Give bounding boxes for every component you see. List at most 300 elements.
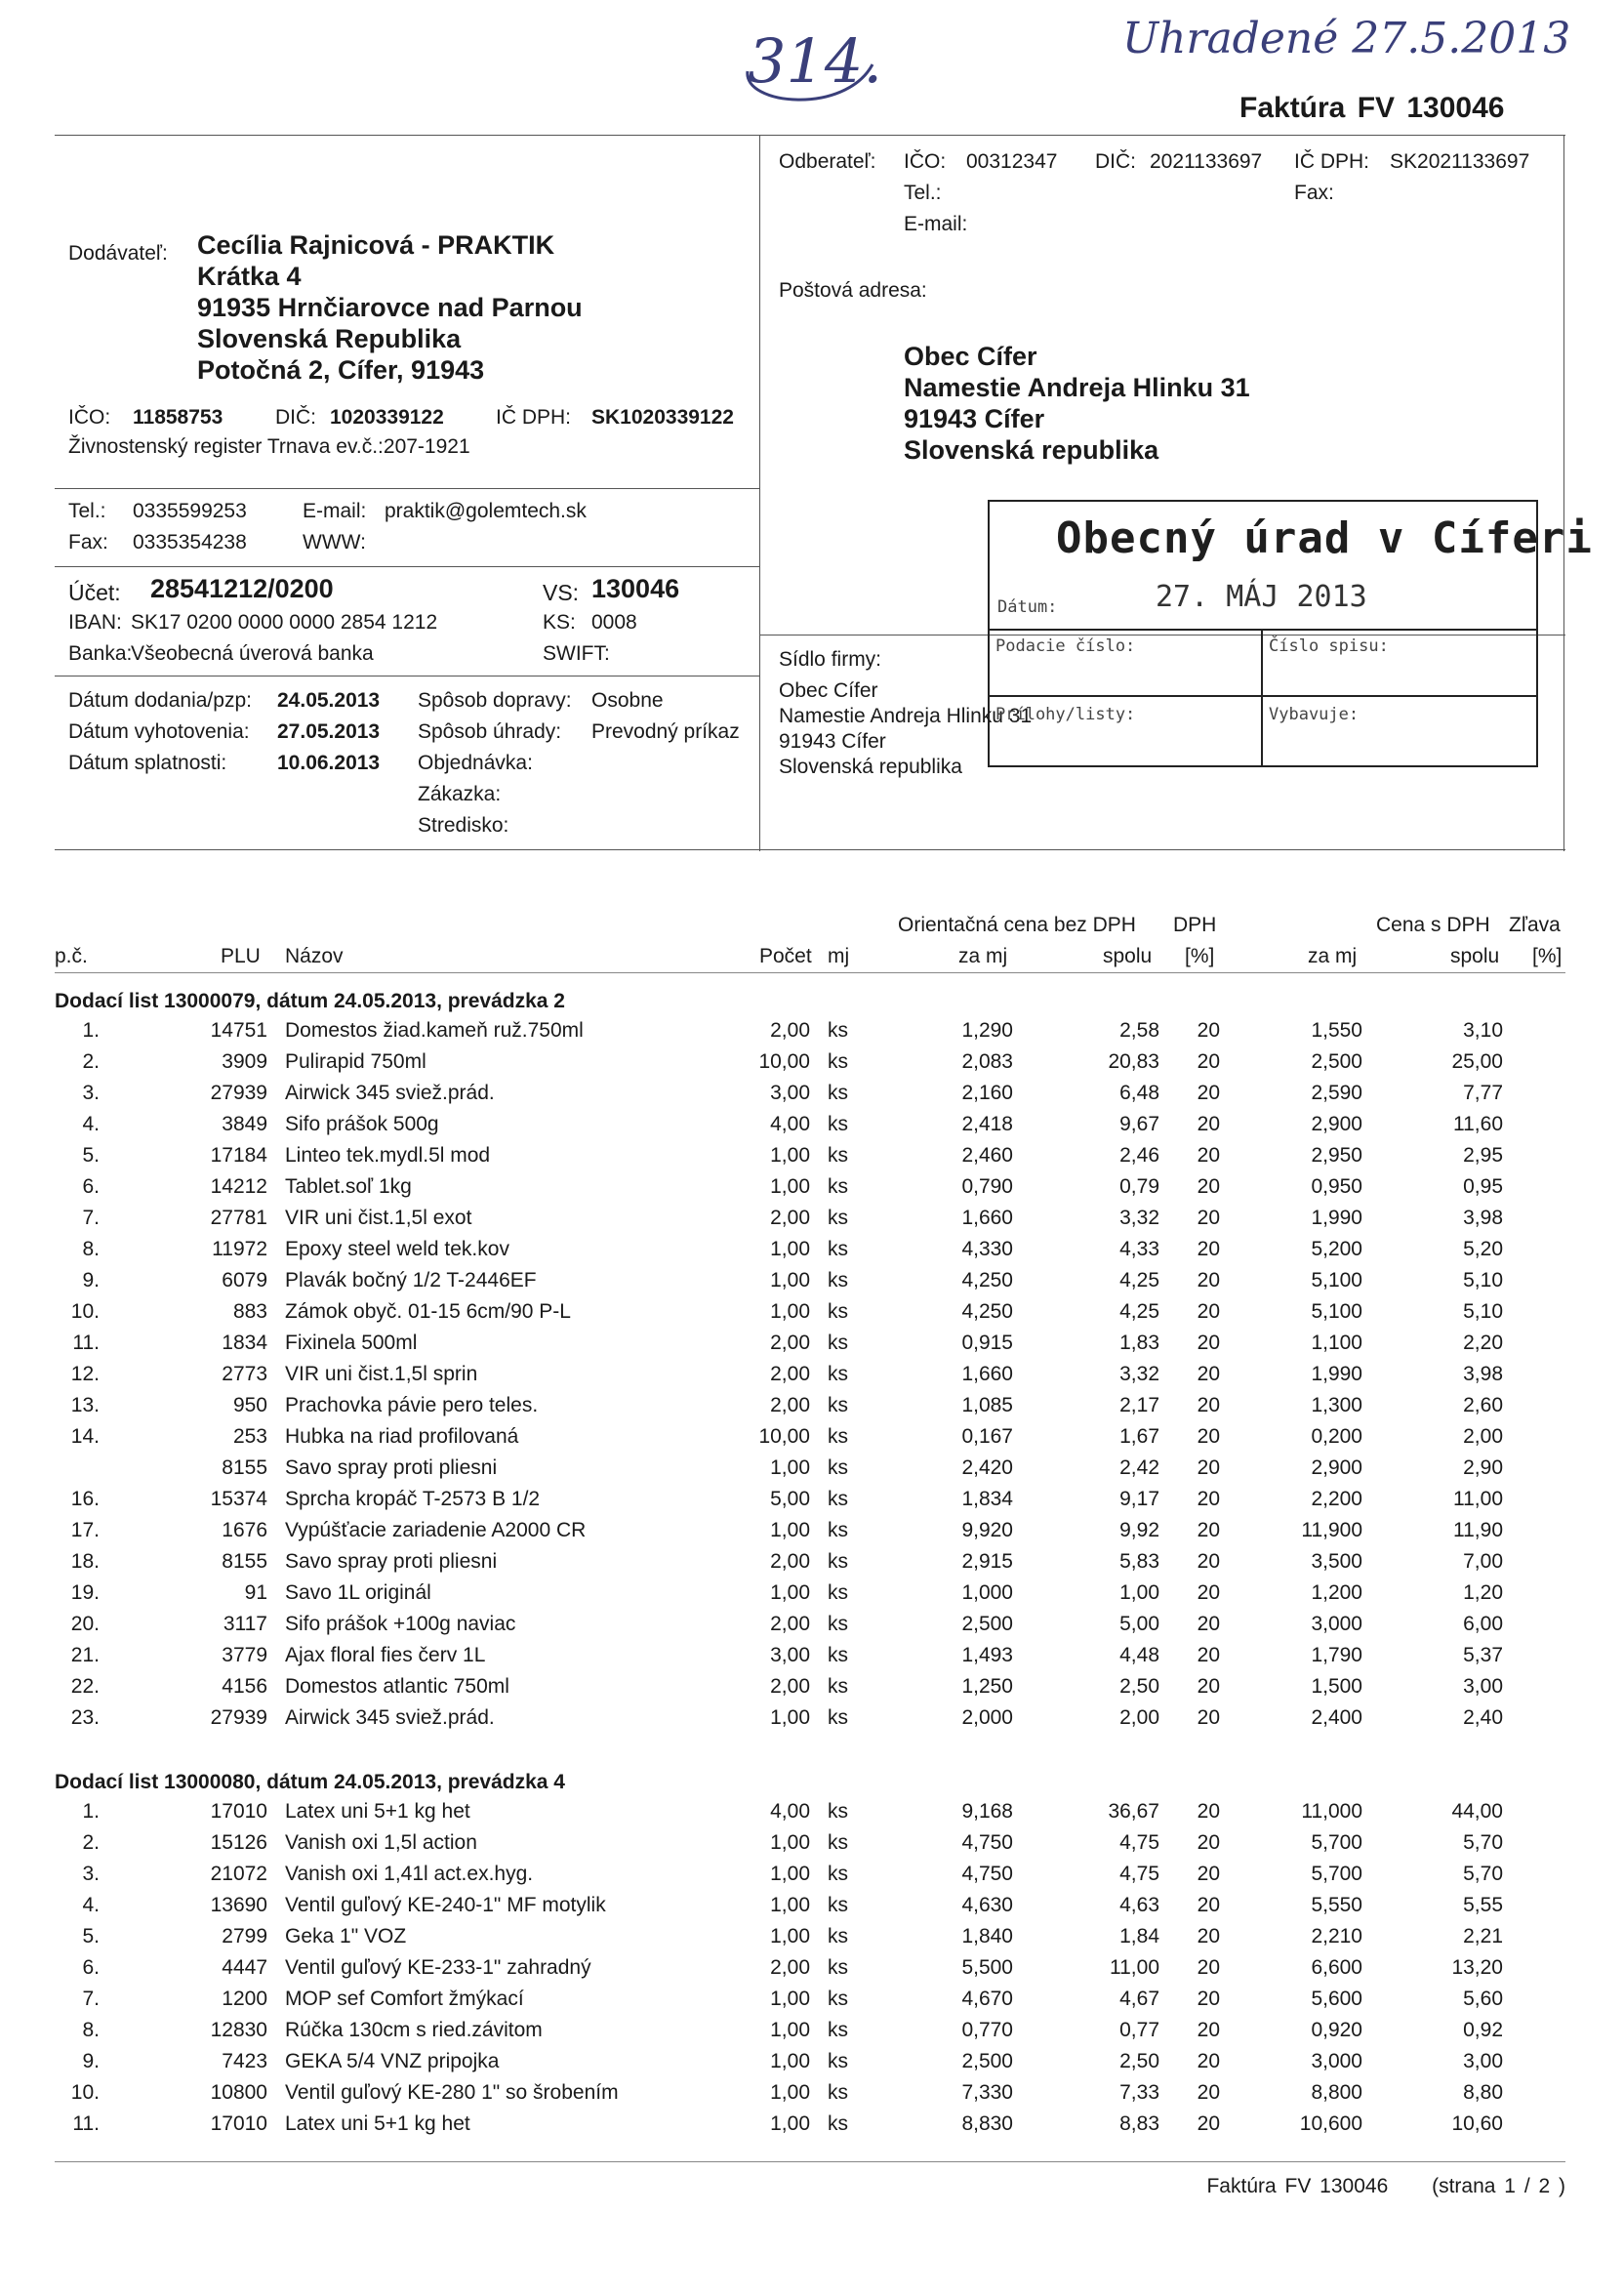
quantity: 1,00 xyxy=(770,1269,810,1292)
item-name: Fixinela 500ml xyxy=(285,1332,418,1354)
line-total-with-vat: 2,90 xyxy=(1463,1456,1503,1479)
vat-rate: 20 xyxy=(1197,1519,1220,1541)
plu: 3779 xyxy=(222,1644,267,1666)
unit: ks xyxy=(828,1675,848,1698)
unit-price-with-vat: 2,200 xyxy=(1311,1488,1362,1510)
unit: ks xyxy=(828,1144,848,1167)
col-discount-pct: [%] xyxy=(1532,945,1563,967)
line-total-with-vat: 5,60 xyxy=(1463,1988,1503,2010)
customer-fax-label: Fax: xyxy=(1294,182,1334,204)
plu: 8155 xyxy=(222,1550,267,1573)
line-total: 9,92 xyxy=(1119,1519,1159,1541)
row-number: 2. xyxy=(82,1050,100,1073)
unit-price: 2,500 xyxy=(961,2050,1013,2072)
supplier-icdph: SK1020339122 xyxy=(591,406,734,429)
row-number: 17. xyxy=(70,1519,100,1541)
vat-rate: 20 xyxy=(1197,1332,1220,1354)
unit: ks xyxy=(828,1925,848,1948)
plu: 15126 xyxy=(210,1831,267,1854)
plu: 27939 xyxy=(210,1082,267,1104)
handwritten-number-text: 314. xyxy=(748,25,883,97)
seat-city: 91943 Cífer xyxy=(779,730,886,753)
plu: 950 xyxy=(232,1394,267,1416)
customer-icdph-label: IČ DPH: xyxy=(1294,150,1370,173)
iban-label: IBAN: xyxy=(68,611,122,634)
vat-rate: 20 xyxy=(1197,1113,1220,1135)
item-name: Domestos žiad.kameň ruž.750ml xyxy=(285,1019,584,1042)
due-date: 10.06.2013 xyxy=(277,752,381,774)
line-total: 4,25 xyxy=(1119,1300,1159,1323)
quantity: 10,00 xyxy=(758,1050,810,1073)
unit-price: 4,250 xyxy=(961,1300,1013,1323)
table-row xyxy=(0,1894,1624,1925)
table-row xyxy=(0,1019,1624,1050)
customer-dic-label: DIČ: xyxy=(1095,150,1136,173)
unit: ks xyxy=(828,1800,848,1823)
line-total: 1,84 xyxy=(1119,1925,1159,1948)
row-number: 9. xyxy=(82,1269,100,1292)
table-row xyxy=(0,1675,1624,1706)
line-total-with-vat: 5,70 xyxy=(1463,1863,1503,1885)
transport-value: Osobne xyxy=(591,689,664,712)
vs-label: VS: xyxy=(543,580,580,605)
email-value: praktik@golemtech.sk xyxy=(385,500,587,522)
row-number: 8. xyxy=(82,2019,100,2041)
quantity: 2,00 xyxy=(770,1363,810,1385)
line-total-with-vat: 2,20 xyxy=(1463,1332,1503,1354)
quantity: 1,00 xyxy=(770,2019,810,2041)
item-name: Tablet.soľ 1kg xyxy=(285,1175,412,1198)
center-label: Stredisko: xyxy=(418,814,509,837)
item-name: Airwick 345 sviež.prád. xyxy=(285,1706,495,1729)
unit-price: 1,000 xyxy=(961,1581,1013,1604)
payment-label: Spôsob úhrady: xyxy=(418,720,562,743)
unit-price: 1,660 xyxy=(961,1207,1013,1229)
table-row xyxy=(0,2019,1624,2050)
unit: ks xyxy=(828,1113,848,1135)
unit-price-with-vat: 10,600 xyxy=(1299,2112,1362,2135)
quantity: 4,00 xyxy=(770,1800,810,1823)
plu: 91 xyxy=(244,1581,267,1604)
row-number: 20. xyxy=(70,1613,100,1635)
vat-rate: 20 xyxy=(1197,1363,1220,1385)
unit: ks xyxy=(828,1300,848,1323)
line-total: 9,67 xyxy=(1119,1113,1159,1135)
row-number: 4. xyxy=(82,1113,100,1135)
seat-label: Sídlo firmy: xyxy=(779,648,882,671)
plu: 7423 xyxy=(222,2050,267,2072)
plu: 15374 xyxy=(210,1488,267,1510)
quantity: 2,00 xyxy=(770,1675,810,1698)
table-row xyxy=(0,1456,1624,1488)
unit-price-with-vat: 1,300 xyxy=(1311,1394,1362,1416)
line-total-with-vat: 0,92 xyxy=(1463,2019,1503,2041)
unit-price-with-vat: 1,500 xyxy=(1311,1675,1362,1698)
line-total-with-vat: 5,37 xyxy=(1463,1644,1503,1666)
unit-price: 0,167 xyxy=(961,1425,1013,1448)
vat-rate: 20 xyxy=(1197,1082,1220,1104)
footer-page: (strana 1 / 2 ) xyxy=(1432,2175,1565,2197)
line-total: 20,83 xyxy=(1108,1050,1159,1073)
unit-price: 1,085 xyxy=(961,1394,1013,1416)
vat-rate: 20 xyxy=(1197,1394,1220,1416)
table-row xyxy=(0,1363,1624,1394)
unit: ks xyxy=(828,1394,848,1416)
line-total: 3,32 xyxy=(1119,1207,1159,1229)
customer-country: Slovenská republika xyxy=(904,435,1159,465)
unit: ks xyxy=(828,1332,848,1354)
plu: 27781 xyxy=(210,1207,267,1229)
quantity: 3,00 xyxy=(770,1644,810,1666)
unit: ks xyxy=(828,1644,848,1666)
item-name: Epoxy steel weld tek.kov xyxy=(285,1238,509,1260)
line-total: 4,67 xyxy=(1119,1988,1159,2010)
quantity: 5,00 xyxy=(770,1488,810,1510)
line-total: 5,00 xyxy=(1119,1613,1159,1635)
quantity: 2,00 xyxy=(770,1613,810,1635)
supplier-street: Krátka 4 xyxy=(197,262,302,291)
row-number: 21. xyxy=(70,1644,100,1666)
bank-rule xyxy=(55,566,759,567)
table-row xyxy=(0,1113,1624,1144)
unit: ks xyxy=(828,1175,848,1198)
supplier-city: 91935 Hrnčiarovce nad Parnou xyxy=(197,293,583,322)
customer-ico-label: IČO: xyxy=(904,150,947,173)
line-total-with-vat: 3,98 xyxy=(1463,1363,1503,1385)
unit: ks xyxy=(828,1488,848,1510)
unit: ks xyxy=(828,2081,848,2104)
unit-price: 9,168 xyxy=(961,1800,1013,1823)
row-number: 7. xyxy=(82,1988,100,2010)
line-total: 8,83 xyxy=(1119,2112,1159,2135)
quantity: 1,00 xyxy=(770,1581,810,1604)
plu: 3909 xyxy=(222,1050,267,1073)
item-name: Sifo prášok 500g xyxy=(285,1113,439,1135)
unit-price: 0,790 xyxy=(961,1175,1013,1198)
plu: 3117 xyxy=(223,1613,267,1635)
plu: 21072 xyxy=(210,1863,267,1885)
unit: ks xyxy=(828,1956,848,1979)
item-name: Ventil guľový KE-280 1" so šrobením xyxy=(285,2081,619,2104)
quantity: 1,00 xyxy=(770,1863,810,1885)
vat-rate: 20 xyxy=(1197,1456,1220,1479)
payment-value: Prevodný príkaz xyxy=(591,720,740,743)
customer-email-label: E-mail: xyxy=(904,213,968,235)
row-number: 8. xyxy=(82,1238,100,1260)
handwritten-number xyxy=(728,18,884,115)
item-name: Ventil guľový KE-240-1" MF motylik xyxy=(285,1894,606,1916)
vat-rate: 20 xyxy=(1197,1831,1220,1854)
unit-price: 4,250 xyxy=(961,1269,1013,1292)
unit: ks xyxy=(828,1019,848,1042)
unit-price-with-vat: 5,700 xyxy=(1311,1831,1362,1854)
unit-price-with-vat: 1,990 xyxy=(1311,1207,1362,1229)
item-name: Zámok obyč. 01-15 6cm/90 P-L xyxy=(285,1300,571,1323)
plu: 4156 xyxy=(222,1675,267,1698)
line-total-with-vat: 5,20 xyxy=(1463,1238,1503,1260)
unit-price: 2,420 xyxy=(961,1456,1013,1479)
quantity: 1,00 xyxy=(770,1519,810,1541)
table-row xyxy=(0,1988,1624,2019)
plu: 883 xyxy=(232,1300,267,1323)
swift-label: SWIFT: xyxy=(543,642,610,665)
unit-price: 1,250 xyxy=(961,1675,1013,1698)
item-name: VIR uni čist.1,5l exot xyxy=(285,1207,472,1229)
quantity: 2,00 xyxy=(770,1550,810,1573)
item-name: Vanish oxi 1,5l action xyxy=(285,1831,477,1854)
tel-label: Tel.: xyxy=(68,500,106,522)
item-name: MOP sef Comfort žmýkací xyxy=(285,1988,524,2010)
unit-price-with-vat: 11,900 xyxy=(1301,1519,1362,1541)
vat-rate: 20 xyxy=(1197,1644,1220,1666)
unit-price-with-vat: 1,550 xyxy=(1311,1019,1362,1042)
unit: ks xyxy=(828,1706,848,1729)
vat-rate: 20 xyxy=(1197,2081,1220,2104)
unit-price-with-vat: 2,500 xyxy=(1311,1050,1362,1073)
col-unit: mj xyxy=(828,945,850,967)
quantity: 2,00 xyxy=(770,1394,810,1416)
plu: 12830 xyxy=(210,2019,267,2041)
vat-rate: 20 xyxy=(1197,1956,1220,1979)
unit-price: 1,840 xyxy=(961,1925,1013,1948)
unit: ks xyxy=(828,2050,848,2072)
table-row xyxy=(0,1050,1624,1082)
row-number: 22. xyxy=(70,1675,100,1698)
stamp-attachments-label: Prílohy/listy: xyxy=(995,705,1136,724)
ks-value: 0008 xyxy=(591,611,637,634)
unit-price: 4,750 xyxy=(961,1863,1013,1885)
bank-name: Všeobecná úverová banka xyxy=(131,642,374,665)
vat-rate: 20 xyxy=(1197,2019,1220,2041)
table-row xyxy=(0,2081,1624,2112)
table-row xyxy=(0,2112,1624,2144)
line-total: 2,50 xyxy=(1119,2050,1159,2072)
ks-label: KS: xyxy=(543,611,576,634)
item-name: Ajax floral fies červ 1L xyxy=(285,1644,486,1666)
vs-value: 130046 xyxy=(591,574,680,603)
col-pc: p.č. xyxy=(55,945,88,967)
quantity: 1,00 xyxy=(770,1831,810,1854)
row-number: 16. xyxy=(70,1488,100,1510)
quantity: 1,00 xyxy=(770,1988,810,2010)
unit-price: 4,750 xyxy=(961,1831,1013,1854)
header-orient-price: Orientačná cena bez DPH xyxy=(898,914,1136,936)
line-total: 2,00 xyxy=(1119,1706,1159,1729)
line-total-with-vat: 3,10 xyxy=(1463,1019,1503,1042)
line-total: 1,00 xyxy=(1119,1581,1159,1604)
vat-rate: 20 xyxy=(1197,1581,1220,1604)
stamp-filing-number-label: Podacie číslo: xyxy=(995,636,1136,656)
quantity: 1,00 xyxy=(770,1175,810,1198)
row-number: 10. xyxy=(70,1300,100,1323)
line-total-with-vat: 5,70 xyxy=(1463,1831,1503,1854)
seat-street: Namestie Andreja Hlinku 31 xyxy=(779,705,1033,727)
supplier-register: Živnostenský register Trnava ev.č.:207-1921 xyxy=(68,435,470,458)
line-total-with-vat: 7,77 xyxy=(1463,1082,1503,1104)
unit-price: 0,915 xyxy=(961,1332,1013,1354)
unit-price-with-vat: 1,790 xyxy=(1311,1644,1362,1666)
table-row xyxy=(0,1956,1624,1988)
line-total-with-vat: 5,10 xyxy=(1463,1269,1503,1292)
line-total: 2,17 xyxy=(1119,1394,1159,1416)
quantity: 1,00 xyxy=(770,1300,810,1323)
table-row xyxy=(0,1800,1624,1831)
col-vat-pct: [%] xyxy=(1185,945,1215,967)
issue-date-label: Dátum vyhotovenia: xyxy=(68,720,250,743)
row-number: 6. xyxy=(82,1956,100,1979)
unit: ks xyxy=(828,1363,848,1385)
unit-price: 1,660 xyxy=(961,1363,1013,1385)
header-right-rule xyxy=(1563,135,1564,851)
customer-street: Namestie Andreja Hlinku 31 xyxy=(904,373,1250,402)
unit-price-with-vat: 6,600 xyxy=(1311,1956,1362,1979)
line-total: 7,33 xyxy=(1119,2081,1159,2104)
line-total: 4,48 xyxy=(1119,1644,1159,1666)
line-total: 11,00 xyxy=(1110,1956,1159,1979)
table-row xyxy=(0,2050,1624,2081)
plu: 17010 xyxy=(210,2112,267,2135)
line-total: 4,33 xyxy=(1119,1238,1159,1260)
transport-label: Spôsob dopravy: xyxy=(418,689,572,712)
unit: ks xyxy=(828,1831,848,1854)
plu: 6079 xyxy=(222,1269,267,1292)
unit-price: 9,920 xyxy=(961,1519,1013,1541)
unit: ks xyxy=(828,2019,848,2041)
unit-price-with-vat: 5,100 xyxy=(1311,1269,1362,1292)
seat-name: Obec Cífer xyxy=(779,679,878,702)
quantity: 1,00 xyxy=(770,2050,810,2072)
supplier-country: Slovenská Republika xyxy=(197,324,462,353)
item-name: Savo 1L originál xyxy=(285,1581,431,1604)
row-number: 10. xyxy=(70,2081,100,2104)
quantity: 1,00 xyxy=(770,1894,810,1916)
unit-price-with-vat: 2,210 xyxy=(1311,1925,1362,1948)
plu: 13690 xyxy=(210,1894,267,1916)
vat-rate: 20 xyxy=(1197,1550,1220,1573)
row-number: 2. xyxy=(82,1831,100,1854)
line-total-with-vat: 11,00 xyxy=(1453,1488,1503,1510)
table-row xyxy=(0,1082,1624,1113)
unit-price-with-vat: 1,200 xyxy=(1311,1581,1362,1604)
plu: 10800 xyxy=(210,2081,267,2104)
supplier-label: Dodávateľ: xyxy=(68,242,168,265)
row-number: 9. xyxy=(82,2050,100,2072)
row-number: 4. xyxy=(82,1894,100,1916)
unit-price: 2,000 xyxy=(961,1706,1013,1729)
quantity: 1,00 xyxy=(770,1238,810,1260)
seat-country: Slovenská republika xyxy=(779,756,962,778)
unit: ks xyxy=(828,1425,848,1448)
stamp-date: 27. MÁJ 2013 xyxy=(1156,580,1367,614)
supplier-ico: 11858753 xyxy=(133,406,223,429)
supplier-dic-label: DIČ: xyxy=(275,406,316,429)
line-total-with-vat: 0,95 xyxy=(1463,1175,1503,1198)
col-plu: PLU xyxy=(221,945,261,967)
unit-price-with-vat: 11,000 xyxy=(1301,1800,1362,1823)
line-total: 9,17 xyxy=(1119,1488,1159,1510)
table-row xyxy=(0,1300,1624,1332)
row-number: 3. xyxy=(82,1863,100,1885)
table-row xyxy=(0,1207,1624,1238)
row-number: 7. xyxy=(82,1207,100,1229)
line-total: 3,32 xyxy=(1119,1363,1159,1385)
unit-price-with-vat: 5,700 xyxy=(1311,1863,1362,1885)
supplier-icdph-label: IČ DPH: xyxy=(496,406,572,429)
col-qty: Počet xyxy=(759,945,812,967)
quantity: 1,00 xyxy=(770,2081,810,2104)
unit-price-with-vat: 3,000 xyxy=(1311,1613,1362,1635)
table-row xyxy=(0,1425,1624,1456)
line-total-with-vat: 7,00 xyxy=(1463,1550,1503,1573)
unit-price: 7,330 xyxy=(961,2081,1013,2104)
fax-label: Fax: xyxy=(68,531,108,554)
line-total-with-vat: 3,98 xyxy=(1463,1207,1503,1229)
line-total-with-vat: 25,00 xyxy=(1451,1050,1503,1073)
plu: 27939 xyxy=(210,1706,267,1729)
vat-rate: 20 xyxy=(1197,1207,1220,1229)
header-vat: DPH xyxy=(1173,914,1217,936)
line-total-with-vat: 2,95 xyxy=(1463,1144,1503,1167)
customer-icdph: SK2021133697 xyxy=(1390,150,1530,173)
item-name: Latex uni 5+1 kg het xyxy=(285,2112,470,2135)
line-total-with-vat: 5,10 xyxy=(1463,1300,1503,1323)
row-number: 13. xyxy=(70,1394,100,1416)
header-price-with-vat: Cena s DPH xyxy=(1376,914,1490,936)
unit-price: 2,500 xyxy=(961,1613,1013,1635)
unit-price: 2,418 xyxy=(961,1113,1013,1135)
item-name: Prachovka pávie pero teles. xyxy=(285,1394,539,1416)
plu: 2799 xyxy=(222,1925,267,1948)
table-row xyxy=(0,1831,1624,1863)
customer-ico: 00312347 xyxy=(966,150,1058,173)
unit-price-with-vat: 0,200 xyxy=(1311,1425,1362,1448)
customer-name: Obec Cífer xyxy=(904,342,1037,371)
order-label: Objednávka: xyxy=(418,752,533,774)
unit-price-with-vat: 5,200 xyxy=(1311,1238,1362,1260)
item-name: Sprcha kropáč T-2573 B 1/2 xyxy=(285,1488,541,1510)
vat-rate: 20 xyxy=(1197,1706,1220,1729)
line-total: 4,63 xyxy=(1119,1894,1159,1916)
line-total: 6,48 xyxy=(1119,1082,1159,1104)
plu: 8155 xyxy=(222,1456,267,1479)
vat-rate: 20 xyxy=(1197,1988,1220,2010)
plu: 17010 xyxy=(210,1800,267,1823)
line-total-with-vat: 11,90 xyxy=(1453,1519,1503,1541)
section-title: Dodací list 13000079, dátum 24.05.2013, prevádzka 2 xyxy=(55,990,565,1012)
unit: ks xyxy=(828,1988,848,2010)
line-total-with-vat: 2,40 xyxy=(1463,1706,1503,1729)
vat-rate: 20 xyxy=(1197,1175,1220,1198)
line-total: 4,25 xyxy=(1119,1269,1159,1292)
unit: ks xyxy=(828,1613,848,1635)
item-name: GEKA 5/4 VNZ pripojka xyxy=(285,2050,500,2072)
vat-rate: 20 xyxy=(1197,1269,1220,1292)
col-name: Názov xyxy=(285,945,344,967)
line-total: 4,75 xyxy=(1119,1831,1159,1854)
quantity: 2,00 xyxy=(770,1019,810,1042)
line-total: 2,58 xyxy=(1119,1019,1159,1042)
quantity: 1,00 xyxy=(770,1706,810,1729)
quantity: 2,00 xyxy=(770,1332,810,1354)
item-name: Savo spray proti pliesni xyxy=(285,1550,498,1573)
table-header-rule xyxy=(55,972,1565,973)
line-total: 1,83 xyxy=(1119,1332,1159,1354)
account-number: 28541212/0200 xyxy=(150,574,334,603)
delivery-date: 24.05.2013 xyxy=(277,689,381,712)
stamp-file-number-label: Číslo spisu: xyxy=(1269,636,1389,656)
row-number: 18. xyxy=(70,1550,100,1573)
unit-price: 4,330 xyxy=(961,1238,1013,1260)
